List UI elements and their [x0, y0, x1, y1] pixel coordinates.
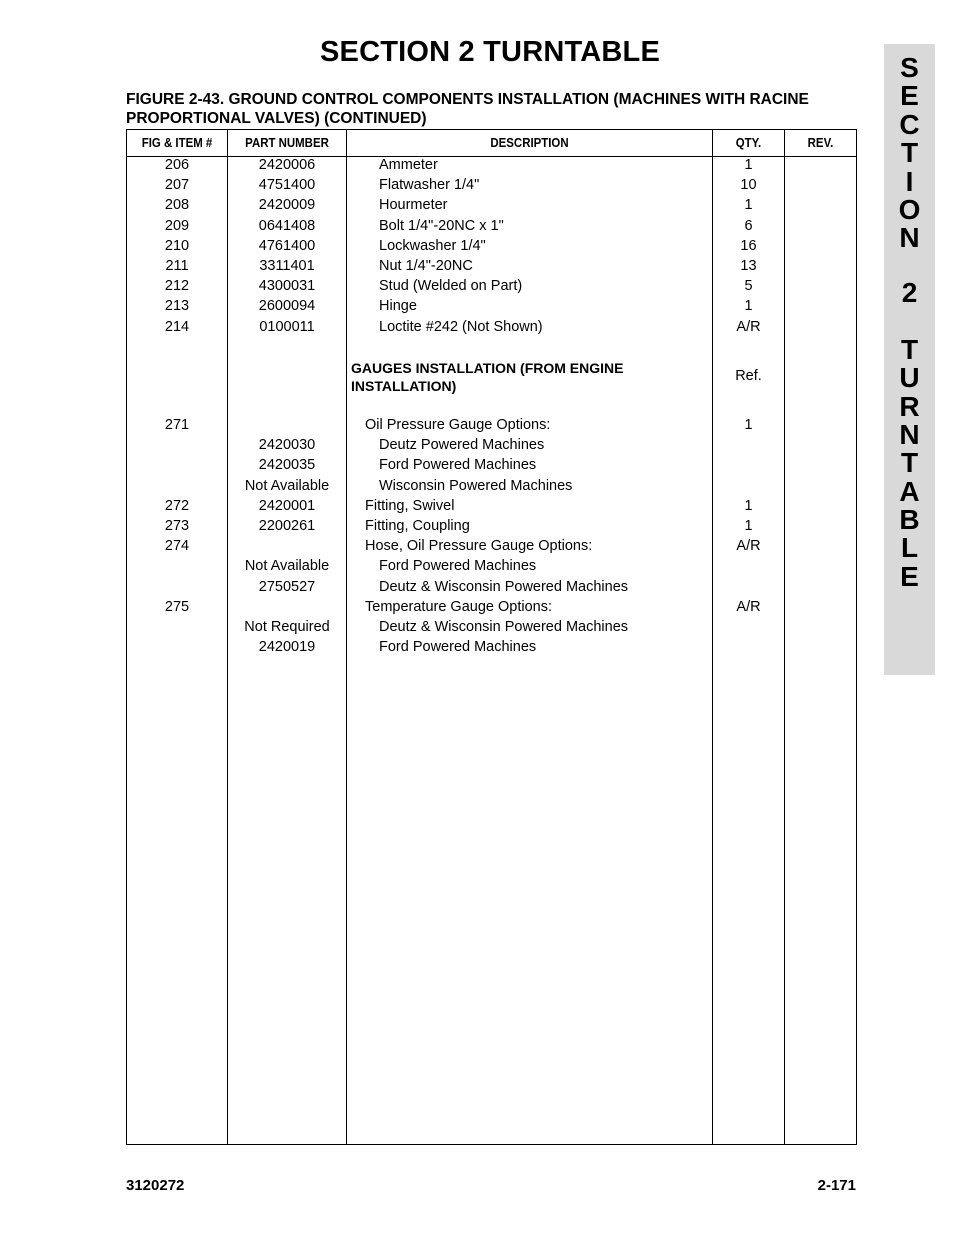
row-part-number: Not Available — [244, 558, 330, 575]
row-part-number: 4751400 — [258, 177, 316, 194]
row-fig-item: 275 — [164, 598, 190, 615]
row-description: Fitting, Swivel — [365, 497, 455, 514]
row-part-number: 0100011 — [259, 318, 315, 335]
column-divider — [346, 130, 347, 1144]
row-fig-item: 274 — [164, 538, 190, 555]
row-description: Ammeter — [379, 157, 438, 173]
row-description: Deutz & Wisconsin Powered Machines — [379, 578, 629, 595]
row-part-number: 2420035 — [258, 457, 316, 474]
row-description: Temperature Gauge Options: — [365, 598, 552, 615]
row-qty: A/R — [736, 598, 761, 615]
row-description: Hourmeter — [379, 197, 448, 214]
row-fig-item: 213 — [164, 298, 190, 315]
row-fig-item: 273 — [164, 518, 190, 534]
row-part-number: 2750527 — [258, 578, 316, 595]
column-divider — [784, 130, 785, 1144]
row-description: Lockwasher 1/4" — [379, 237, 486, 254]
tab-letter: L — [900, 532, 919, 563]
row-qty: 1 — [744, 497, 753, 514]
tab-letter: S — [900, 52, 919, 83]
header-part-number: PART NUMBER — [245, 135, 329, 150]
figure-title-line2: PROPORTIONAL VALVES) (CONTINUED) — [126, 110, 427, 127]
tab-letter: N — [899, 419, 920, 450]
header-description: DESCRIPTION — [490, 135, 569, 150]
subsection-heading-line1: GAUGES INSTALLATION (FROM ENGINE — [351, 360, 624, 376]
tab-letter: E — [900, 80, 919, 111]
row-description: Ford Powered Machines — [379, 457, 537, 474]
row-qty: 1 — [744, 157, 753, 173]
tab-letter: B — [899, 504, 920, 535]
row-description: Hose, Oil Pressure Gauge Options: — [365, 538, 593, 555]
row-part-number: 4761400 — [258, 237, 316, 254]
row-part-number: 3311401 — [259, 258, 315, 274]
header-fig-item: FIG & ITEM # — [141, 135, 213, 150]
tab-letter: N — [899, 222, 920, 253]
row-description: Wisconsin Powered Machines — [379, 477, 573, 494]
row-qty: 5 — [744, 278, 753, 295]
tab-letter: T — [900, 137, 919, 168]
figure-title — [126, 90, 866, 128]
row-description: Loctite #242 (Not Shown) — [379, 318, 543, 335]
row-fig-item: 210 — [164, 237, 190, 254]
row-part-number: Not Available — [244, 477, 330, 494]
doc-number: 3120272 — [126, 1177, 185, 1194]
row-part-number: 2420030 — [258, 437, 316, 454]
row-description: Hinge — [379, 298, 417, 315]
row-part-number: 2420006 — [258, 157, 316, 173]
header-qty: QTY. — [735, 135, 762, 150]
row-fig-item: 212 — [164, 278, 190, 295]
row-fig-item: 271 — [164, 417, 190, 433]
row-qty: 13 — [740, 258, 757, 274]
tab-letter: E — [900, 561, 919, 592]
row-part-number: 2200261 — [258, 518, 316, 534]
row-part-number: Not Required — [244, 619, 330, 635]
row-qty: A/R — [736, 318, 761, 335]
row-qty: 1 — [744, 197, 753, 214]
row-fig-item: 272 — [164, 497, 190, 514]
row-fig-item: 211 — [165, 258, 189, 274]
header-rev: REV. — [807, 135, 834, 150]
row-fig-item: 209 — [164, 217, 190, 234]
row-description: Flatwasher 1/4" — [379, 177, 480, 194]
row-fig-item: 207 — [164, 177, 190, 194]
row-part-number: 0641408 — [258, 217, 316, 234]
subsection-qty: Ref. — [735, 368, 762, 384]
tab-letter: T — [900, 334, 919, 365]
tab-letter: C — [899, 109, 920, 140]
section-tab — [884, 44, 935, 675]
tab-letter: 2 — [901, 277, 918, 308]
tab-letter: I — [905, 166, 914, 197]
row-part-number: 4300031 — [258, 278, 316, 295]
row-part-number: 2600094 — [258, 298, 316, 315]
row-fig-item: 214 — [164, 318, 190, 335]
row-qty: 6 — [744, 217, 753, 234]
tab-letter: T — [900, 447, 919, 478]
parts-table — [126, 129, 857, 1145]
tab-letter: O — [898, 194, 921, 225]
row-qty: A/R — [736, 538, 761, 555]
row-description: Nut 1/4"-20NC — [379, 258, 473, 274]
row-description: Fitting, Coupling — [365, 518, 470, 534]
row-part-number: 2420019 — [258, 639, 316, 656]
section-title: SECTION 2 TURNTABLE — [320, 36, 660, 68]
row-fig-item: 206 — [164, 157, 190, 173]
row-description: Deutz & Wisconsin Powered Machines — [379, 619, 629, 635]
row-qty: 1 — [744, 518, 753, 534]
row-description: Deutz Powered Machines — [379, 437, 545, 454]
subsection-heading — [351, 359, 691, 395]
row-part-number: 2420009 — [258, 197, 316, 214]
subsection-heading-line2: INSTALLATION) — [351, 378, 457, 394]
row-description: Oil Pressure Gauge Options: — [365, 417, 551, 433]
page-number: 2-171 — [817, 1177, 856, 1194]
row-fig-item: 208 — [164, 197, 190, 214]
row-qty: 1 — [744, 298, 753, 315]
tab-letter: A — [899, 476, 920, 507]
row-description: Ford Powered Machines — [379, 639, 537, 656]
tab-letter: R — [899, 391, 920, 422]
row-qty: 1 — [744, 417, 753, 433]
row-qty: 10 — [740, 177, 757, 194]
row-description: Bolt 1/4"-20NC x 1" — [379, 217, 504, 234]
row-description: Ford Powered Machines — [379, 558, 537, 575]
row-description: Stud (Welded on Part) — [379, 278, 523, 295]
row-part-number: 2420001 — [258, 497, 316, 514]
figure-title-line1: FIGURE 2-43. GROUND CONTROL COMPONENTS INSTALLATION (MACHINES WITH RACINE — [126, 91, 809, 108]
tab-letter: U — [899, 362, 920, 393]
row-qty: 16 — [740, 237, 757, 254]
